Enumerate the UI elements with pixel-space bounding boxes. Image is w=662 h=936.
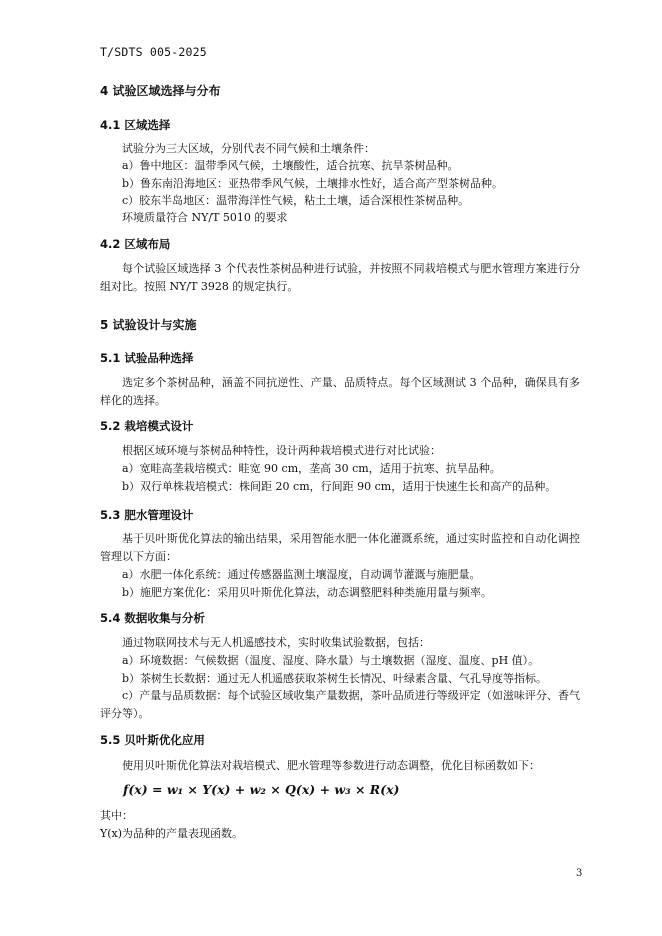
section-5-title: 5 试验设计与实施 [100,318,197,332]
section-5-4-paragraph: c）产量与品质数据：每个试验区域收集产量数据，茶叶品质进行等级评定（如滋味评分、香气评分等）。 [100,689,580,720]
section-5-1-title: 5.1 试验品种选择 [100,351,194,365]
section-5-3-paragraph: 基于贝叶斯优化算法的输出结果，采用智能水肥一体化灌溉系统，通过实时监控和自动化调控管理以下方面： [100,532,580,563]
objective-formula: f(x) = w₁ × Y(x) + w₂ × Q(x) + w₃ × R(x) [123,782,400,797]
section-4-1-line-2: a）鲁中地区：温带季风气候，土壤酸性，适合抗寒、抗旱茶树品种。 [122,159,459,172]
section-5-4-title: 5.4 数据收集与分析 [100,611,205,625]
section-4-title: 4 试验区域选择与分布 [100,84,221,98]
section-5-5-def-1: Y(x)为品种的产量表现函数。 [100,827,244,840]
section-5-4-line-3: b）茶树生长数据：通过无人机遥感获取茶树生长情况、叶绿素含量、气孔导度等指标。 [122,672,548,685]
section-4-1-line-1: 试验分为三大区域，分别代表不同气候和土壤条件： [122,142,375,155]
section-5-4-line-2: a）环境数据：气候数据（温度、湿度、降水量）与土壤数据（湿度、温度、pH 值）。 [122,654,540,667]
section-5-5-title: 5.5 贝叶斯优化应用 [100,733,205,747]
page-number: 3 [576,868,583,879]
section-5-2-line-2: a）宽畦高垄栽培模式：畦宽 90 cm，垄高 30 cm，适用于抗寒、抗旱品种。 [122,462,501,475]
section-5-3-line-2: b）施肥方案优化：采用贝叶斯优化算法，动态调整肥料种类施用量与频率。 [122,586,493,599]
section-5-1-paragraph: 选定多个茶树品种，涵盖不同抗逆性、产量、品质特点。每个区域测试 3 个品种，确保具有多样化的选择。 [100,376,580,407]
section-4-2-paragraph: 每个试验区域选择 3 个代表性茶树品种进行试验，并按照不同栽培模式与肥水管理方案进行分组对比。按照 NY/T 3928 的规定执行。 [100,262,580,293]
document-code: T/SDTS 005-2025 [100,45,207,59]
section-5-2-line-1: 根据区域环境与茶树品种特性，设计两种栽培模式进行对比试验： [122,444,441,457]
section-5-2-line-3: b）双行单株栽培模式：株间距 20 cm，行间距 90 cm，适用于快速生长和高产的品种。 [122,480,557,493]
section-5-5-where: 其中： [100,809,133,822]
section-5-5-intro: 使用贝叶斯优化算法对栽培模式、肥水管理等参数进行动态调整，优化目标函数如下： [122,759,540,772]
section-5-3-line-1: a）水肥一体化系统：通过传感器监测土壤湿度，自动调节灌溉与施肥量。 [122,568,481,581]
section-4-1-title: 4.1 区域选择 [100,118,171,132]
section-4-1-line-5: 环境质量符合 NY/T 5010 的要求 [122,211,288,224]
section-4-1-line-3: b）鲁东南沿海地区：亚热带季风气候，土壤排水性好，适合高产型茶树品种。 [122,177,504,190]
section-5-2-title: 5.2 栽培模式设计 [100,419,194,433]
section-4-1-line-4: c）胶东半岛地区：温带海洋性气候，粘土土壤，适合深根性茶树品种。 [122,194,470,207]
section-5-3-title: 5.3 肥水管理设计 [100,508,194,522]
section-4-2-title: 4.2 区域布局 [100,237,171,251]
section-5-4-line-1: 通过物联网技术与无人机遥感技术，实时收集试验数据，包括： [122,636,430,649]
